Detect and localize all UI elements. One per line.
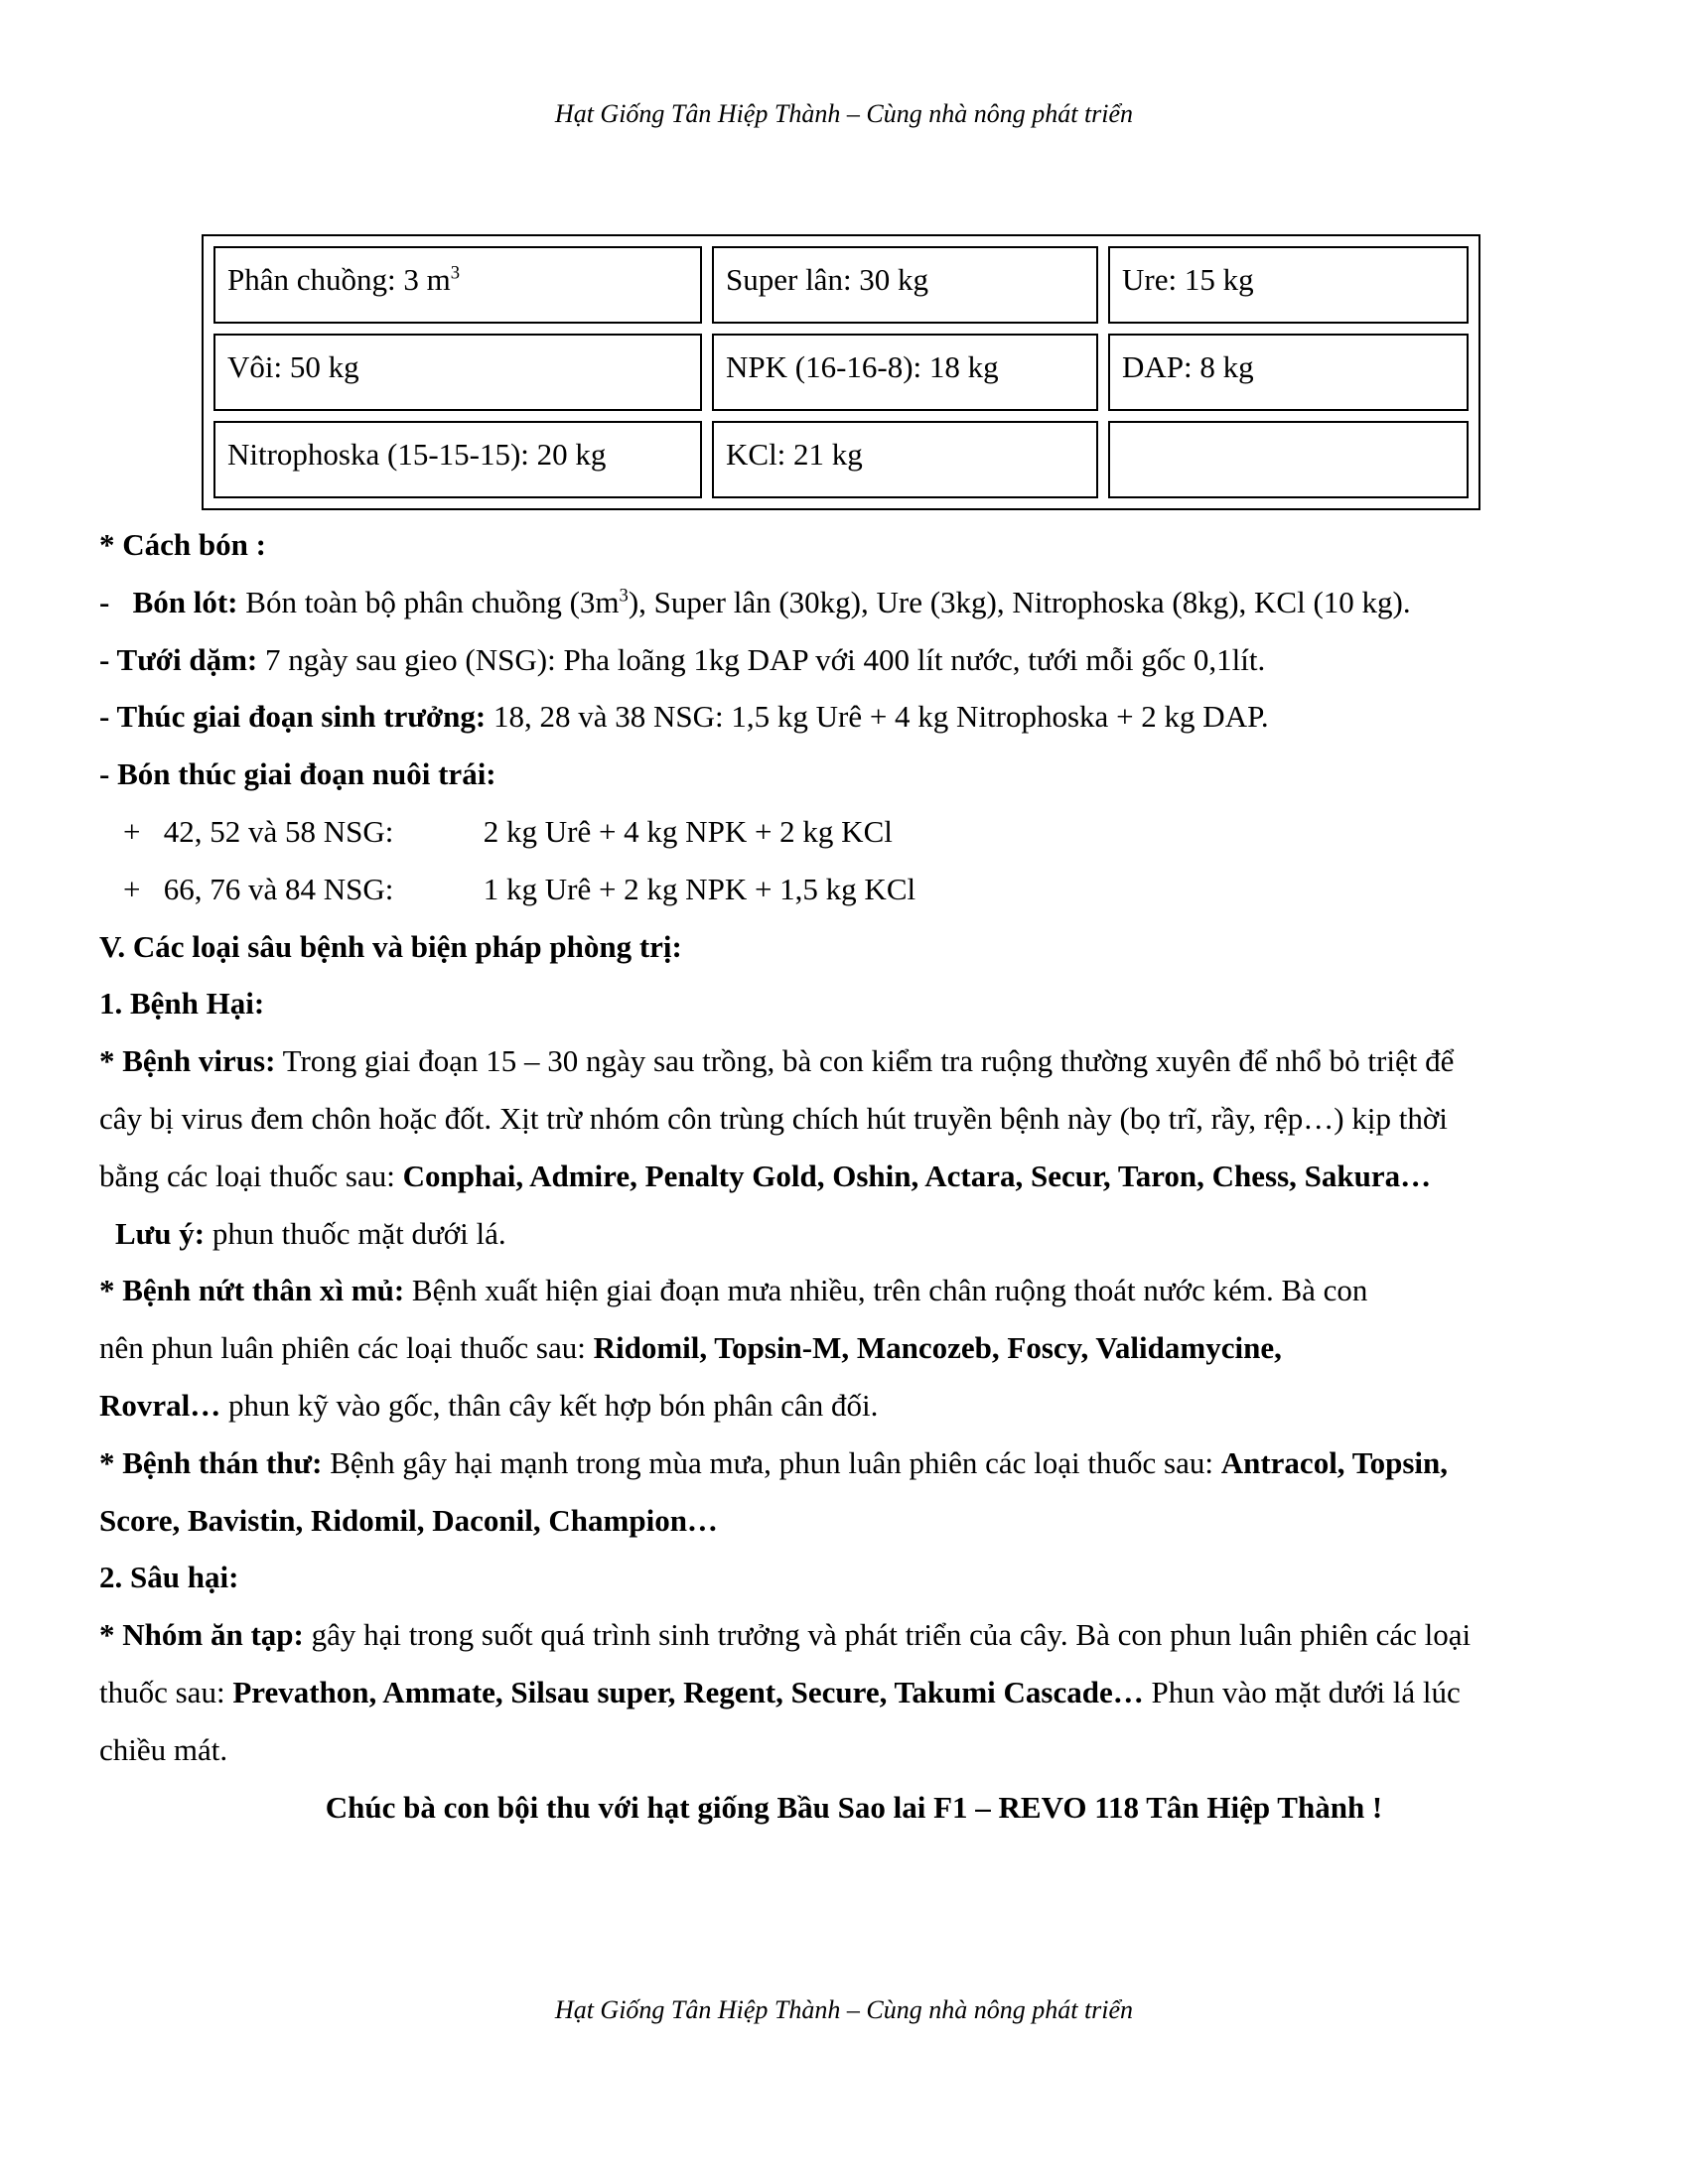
virus-drugs-prefix: bằng các loại thuốc sau: [99, 1158, 403, 1193]
virus-drug-list: Conphai, Admire, Penalty Gold, Oshin, Actara, Secur, Taron, Chess, Sakura… [402, 1158, 1432, 1193]
nut-than-drug-list: Ridomil, Topsin-M, Mancozeb, Foscy, Validamycine, [593, 1330, 1282, 1366]
cell-text-ure: Ure: 15 kg [1122, 262, 1254, 297]
schedule-what: 1 kg Urê + 2 kg NPK + 1,5 kg KCl [483, 871, 916, 906]
an-tap-label: * Nhóm ăn tạp: [99, 1617, 304, 1653]
virus-note [99, 1205, 1609, 1263]
dash: - [99, 699, 117, 735]
than-thu-label: * Bệnh thán thư: [99, 1444, 323, 1480]
virus-text: Trong giai đoạn 15 – 30 ngày sau trồng, bà con kiểm tra ruộng thường xuyên để nhổ bỏ triệt để [275, 1043, 1455, 1079]
nut-than-text: Bệnh xuất hiện giai đoạn mưa nhiều, trên chân ruộng thoát nước kém. Bà con [404, 1273, 1368, 1308]
thuc-sinh-truong-line [99, 688, 1609, 746]
cell-text-kcl: KCl: 21 kg [726, 437, 863, 472]
bon-lot-text-cont: ), Super lân (30kg), Ure (3kg), Nitrophoska (8kg), KCl (10 kg). [628, 584, 1411, 619]
an-tap-line-1 [99, 1606, 1609, 1664]
cell-text-manure: Phân chuồng: 3 m [227, 262, 451, 297]
bon-lot-text: Bón toàn bộ phân chuồng (3m [237, 584, 620, 619]
closing-message: Chúc bà con bội thu với hạt giống Bầu Sao lai F1 – REVO 118 Tân Hiệp Thành ! [325, 1789, 1383, 1825]
list-item [99, 861, 1609, 918]
superscript: 3 [619, 585, 629, 607]
table-cell [213, 246, 702, 324]
table-cell-empty [1108, 421, 1469, 498]
cell-superscript: 3 [450, 262, 461, 284]
an-tap-text-cont: Phun vào mặt dưới lá lúc [1143, 1674, 1461, 1709]
table-cell [213, 421, 702, 498]
an-tap-line-3: chiều mát. [99, 1731, 228, 1767]
dash: - [99, 584, 118, 619]
than-thu-line-2: Score, Bavistin, Ridomil, Daconil, Champion… [99, 1502, 718, 1538]
virus-label: * Bệnh virus: [99, 1043, 276, 1079]
document-body [99, 516, 1609, 1836]
nut-than-line-3 [99, 1377, 1609, 1434]
cach-bon-heading: * Cách bón : [99, 527, 266, 562]
cell-text-super-lan: Super lân: 30 kg [726, 262, 929, 297]
dash: - [99, 756, 118, 792]
than-thu-line-1 [99, 1434, 1609, 1492]
cell-text-voi: Vôi: 50 kg [227, 349, 359, 384]
section-v-heading: V. Các loại sâu bệnh và biện pháp phòng trị: [99, 928, 682, 964]
fertilizer-table [202, 234, 1480, 510]
schedule-when: 42, 52 và 58 NSG: [163, 813, 394, 849]
table-cell [213, 334, 702, 411]
virus-line-2: cây bị virus đem chôn hoặc đốt. Xịt trừ nhóm côn trùng chích hút truyền bệnh này (bọ trĩ, rầy, rệp…) kịp thời [99, 1100, 1448, 1136]
page-footer: Hạt Giống Tân Hiệp Thành – Cùng nhà nông phát triển [554, 1995, 1134, 2024]
cell-text-dap: DAP: 8 kg [1122, 349, 1254, 384]
note-label: Lưu ý: [115, 1215, 206, 1251]
list-item [99, 803, 1609, 861]
page-header: Hạt Giống Tân Hiệp Thành – Cùng nhà nông phát triển [554, 99, 1134, 128]
cell-text-nitrophoska: Nitrophoska (15-15-15): 20 kg [227, 437, 607, 472]
table-cell [712, 334, 1098, 411]
table-cell [1108, 246, 1469, 324]
nut-than-drugs-prefix: nên phun luân phiên các loại thuốc sau: [99, 1330, 594, 1366]
table-cell [712, 421, 1098, 498]
table-row [213, 334, 1469, 411]
thuc-nuoi-trai-label: Bón thúc giai đoạn nuôi trái: [117, 756, 496, 792]
an-tap-drug-list: Prevathon, Ammate, Silsau super, Regent, Secure, Takumi Cascade… [232, 1674, 1144, 1709]
plus-bullet: + [123, 813, 141, 849]
bon-lot-line [99, 574, 1609, 631]
than-thu-text: Bệnh gây hại mạnh trong mùa mưa, phun luân phiên các loại thuốc sau: [322, 1444, 1221, 1480]
schedule-what: 2 kg Urê + 4 kg NPK + 2 kg KCl [483, 813, 893, 849]
table-cell [1108, 334, 1469, 411]
thuc-nuoi-trai-line [99, 746, 1609, 803]
cell-text-npk: NPK (16-16-8): 18 kg [726, 349, 999, 384]
virus-line-1 [99, 1032, 1609, 1090]
thuc-sinh-truong-text: 18, 28 và 38 NSG: 1,5 kg Urê + 4 kg Nitrophoska + 2 kg DAP. [486, 699, 1269, 735]
an-tap-drugs-prefix: thuốc sau: [99, 1674, 233, 1709]
an-tap-line-2 [99, 1664, 1609, 1721]
nut-than-line-2 [99, 1319, 1609, 1377]
table-row [213, 246, 1469, 324]
than-thu-drug-list: Antracol, Topsin, [1220, 1444, 1448, 1480]
benh-hai-heading: 1. Bệnh Hại: [99, 986, 265, 1022]
nut-than-drug-list-cont: Rovral… [99, 1387, 221, 1423]
an-tap-text: gây hại trong suốt quá trình sinh trưởng và phát triển của cây. Bà con phun luân phiên các loại [303, 1617, 1472, 1653]
tuoi-dam-label: Tưới dặm: [116, 641, 258, 677]
table-cell [712, 246, 1098, 324]
plus-bullet: + [123, 871, 141, 906]
bon-lot-label: Bón lót: [132, 584, 238, 619]
virus-line-3 [99, 1148, 1609, 1205]
note-text: phun thuốc mặt dưới lá. [205, 1215, 506, 1251]
tuoi-dam-text: 7 ngày sau gieo (NSG): Pha loãng 1kg DAP với 400 lít nước, tưới mỗi gốc 0,1lít. [257, 641, 1266, 677]
sau-hai-heading: 2. Sâu hại: [99, 1560, 239, 1595]
nut-than-text-cont: phun kỹ vào gốc, thân cây kết hợp bón phân cân đối. [220, 1387, 879, 1423]
nut-than-label: * Bệnh nứt thân xì mủ: [99, 1273, 405, 1308]
nut-than-line-1 [99, 1262, 1609, 1319]
dash: - [99, 641, 117, 677]
tuoi-dam-line [99, 631, 1609, 689]
schedule-when: 66, 76 và 84 NSG: [163, 871, 394, 906]
thuc-sinh-truong-label: Thúc giai đoạn sinh trưởng: [116, 699, 487, 735]
table-row [213, 421, 1469, 498]
